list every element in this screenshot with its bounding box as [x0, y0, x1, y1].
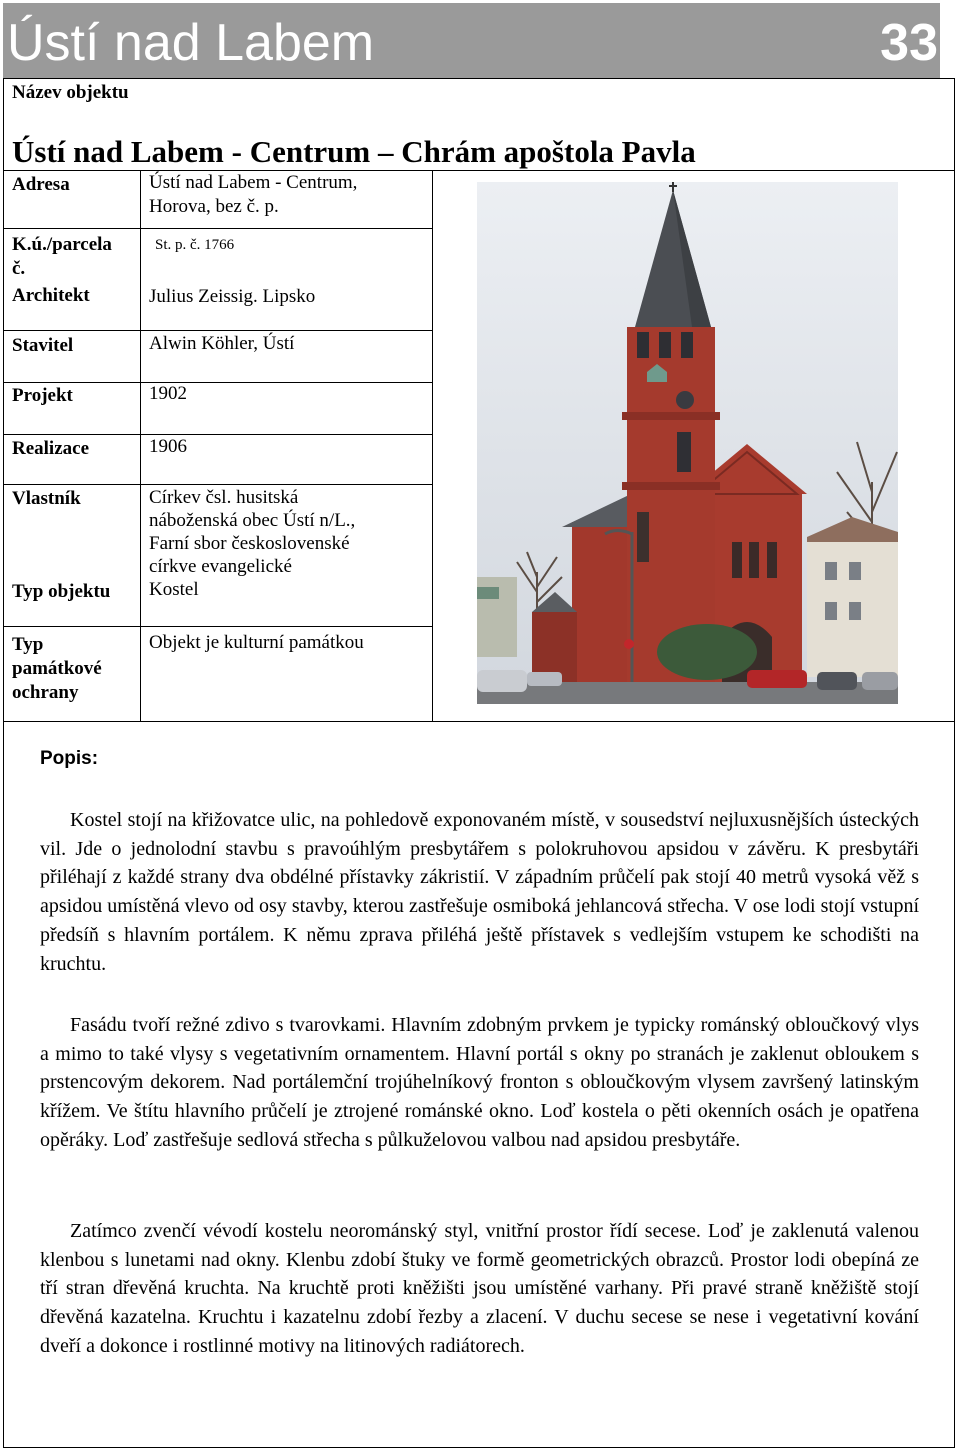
field-value-vlastnik: náboženská obec Ústí n/L.,: [149, 510, 356, 531]
page-title: Ústí nad Labem - Centrum – Chrám apoštola Pavla: [12, 134, 696, 169]
row-separator: [3, 330, 433, 331]
field-value-typ-ochrany: Objekt je kulturní památkou: [149, 632, 364, 653]
field-label-parcela: K.ú./parcela: [12, 234, 112, 255]
field-label-architekt: Architekt: [12, 285, 90, 306]
page-header: [3, 3, 940, 78]
header-city: Ústí nad Labem: [7, 14, 375, 72]
field-value-adresa: Horova, bez č. p.: [149, 196, 279, 217]
field-label-stavitel: Stavitel: [12, 335, 74, 356]
field-value-realizace: 1906: [149, 436, 187, 457]
field-value-architekt: Julius Zeissig. Lipsko: [149, 286, 316, 307]
field-label-projekt: Projekt: [12, 385, 73, 406]
row-separator: [3, 382, 433, 383]
field-value-vlastnik: církve evangelické: [149, 556, 292, 577]
row-separator: [3, 434, 433, 435]
object-name-label: Název objektu: [12, 82, 129, 103]
page-number: 33: [880, 14, 938, 72]
field-label-typ-ochrany: Typ: [12, 634, 44, 655]
field-value-parcela: St. p. č. 1766: [155, 237, 235, 253]
row-separator: [3, 484, 433, 485]
table-bottom-border: [3, 721, 955, 722]
row-separator: [3, 228, 433, 229]
title-separator: [3, 170, 955, 171]
field-value-vlastnik: Církev čsl. husitská: [149, 487, 299, 508]
field-value-typ-objektu: Kostel: [149, 579, 199, 600]
field-label-parcela: č.: [12, 258, 26, 279]
field-label-realizace: Realizace: [12, 438, 90, 459]
field-column-divider: [140, 170, 141, 722]
row-separator: [3, 626, 433, 627]
church-photo: [477, 182, 898, 704]
description-label: Popis:: [40, 748, 99, 769]
field-value-stavitel: Alwin Köhler, Ústí: [149, 333, 295, 354]
field-label-adresa: Adresa: [12, 174, 70, 195]
table-right-border: [432, 170, 433, 722]
field-value-projekt: 1902: [149, 383, 187, 404]
description-paragraph: Kostel stojí na křižovatce ulic, na pohledově exponovaném místě, v sousedství nejluxusnějších ústeckých vil. Jde o jednolodní stavbu s pravoúhlým presbytářem s polokruhovou apsidou v závěru. K presbytáři přiléhají z každé strany dva obdélné přístavky zákristií. V západním průčelí pak stojí 40 metrů vysoká věž s apsidou umístěná vlevo od osy stavby, kterou zastřešuje osmiboká jehlancová střecha. V ose lodi stojí vstupní předsíň s hlavním portálem. K němu zprava přiléhá ještě přístavek s vedlejším vstupem ke schodišti na kruchtu.: [40, 809, 919, 975]
field-label-typ-ochrany: ochrany: [12, 682, 79, 703]
field-label-typ-ochrany: památkové: [12, 658, 102, 679]
field-value-vlastnik: Farní sbor československé: [149, 533, 350, 554]
field-label-vlastnik: Vlastník: [12, 488, 81, 509]
field-value-adresa: Ústí nad Labem - Centrum,: [149, 172, 358, 193]
field-label-typ-objektu: Typ objektu: [12, 581, 111, 602]
description-paragraph: Fasádu tvoří režné zdivo s tvarovkami. Hlavním zdobným prvkem je typicky románský obloučkový vlys a mimo to také vlysy s vegetativním ornamentem. Hlavní portál s okny po stranách je zaklenut obloukem s prstencovým dekorem. Nad portálemční trojúhelníkový fronton s obloučkovým vlysem završený latinským křížem. Ve štítu hlavního průčelí je ztrojené románské okno. Loď kostela o pěti okenních osách je opatřena opěráky. Loď zastřešuje sedlová střecha s půlkuželovou valbou nad apsidou presbytáře.: [40, 1014, 919, 1151]
description-paragraph: Zatímco zvenčí vévodí kostelu neorománský styl, vnitřní prostor řídí secese. Loď je zaklenutá valenou klenbou s lunetami nad okny. Klenbu zdobí štuky ve formě geometrických obrazců. Prostor lodi obepíná ze tří stran dřevěná kruchta. Na kruchtě proti kněžišti jsou umístěné varhany. Při pravé straně kněžiště stojí dřevěná kazatelna. Kruchtu i kazatelnu zdobí řezby a zlacení. V duchu secese se nese i vegetativní kování dveří a dokonce i rostlinné motivy na litinových radiátorech.: [40, 1220, 919, 1357]
